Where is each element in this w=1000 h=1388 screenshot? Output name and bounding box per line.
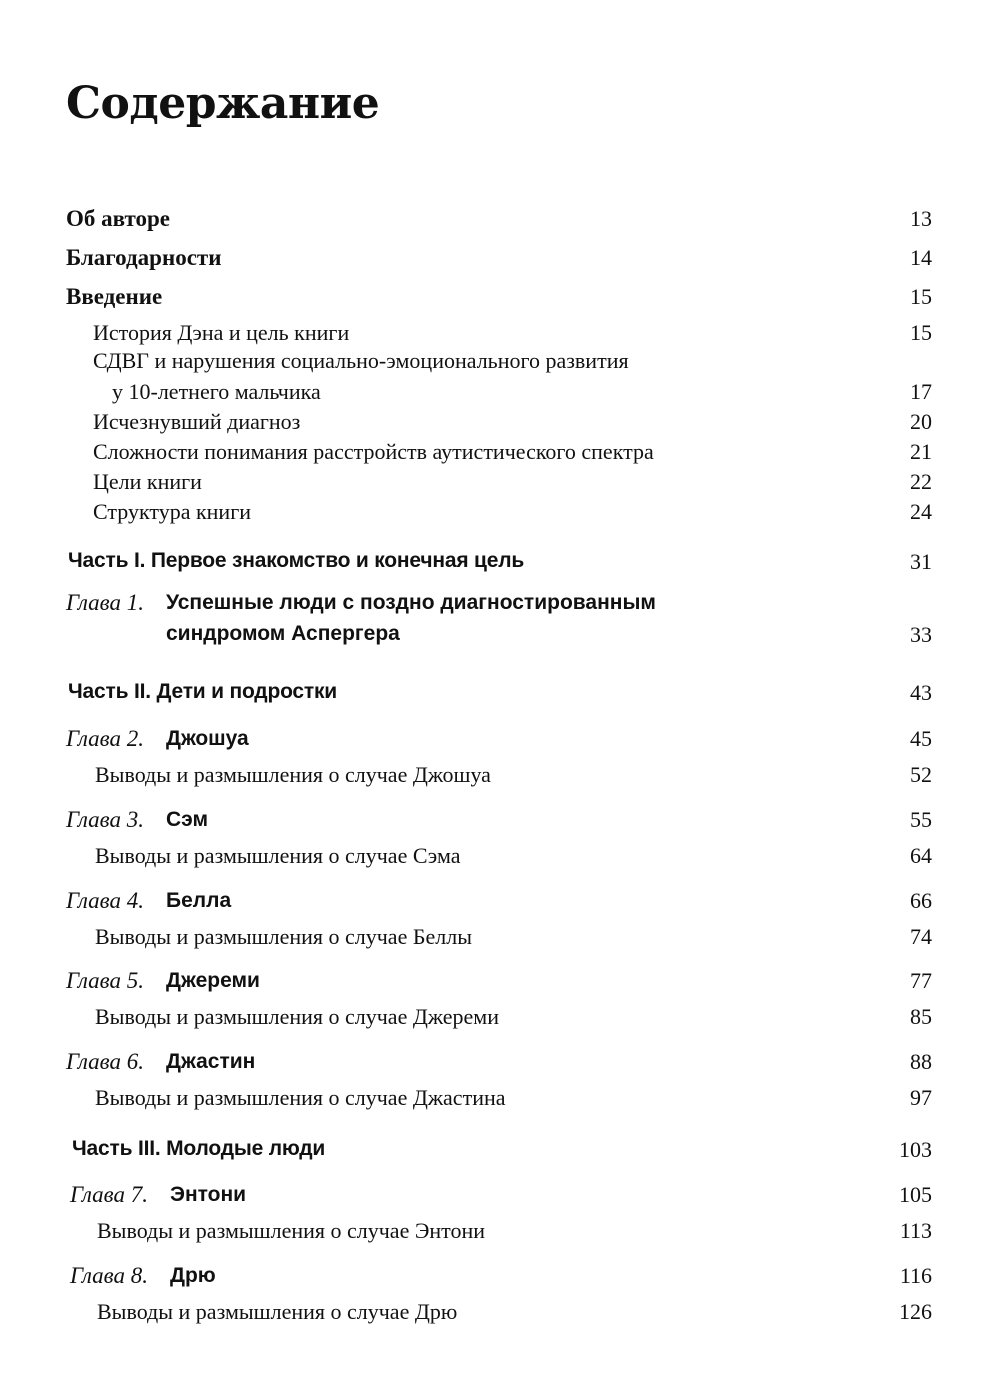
toc-page-number: 17 [910, 379, 932, 404]
chapter-title: Успешные люди с поздно диагностированным [166, 591, 656, 614]
chapter-title: Белла [166, 889, 232, 912]
toc-page-number: 103 [899, 1137, 932, 1162]
toc-page-number: 85 [910, 1004, 932, 1029]
toc-page-number: 24 [910, 499, 932, 524]
toc-entry-label-cont: у 10-летнего мальчика [112, 379, 321, 404]
toc-entry-label: Выводы и размышления о случае Джереми [95, 1004, 499, 1029]
chapter-title: Джошуа [166, 727, 249, 750]
toc-page-number: 31 [910, 549, 932, 574]
chapter-prefix: Глава 8. [70, 1263, 148, 1288]
toc-entry-label: Выводы и размышления о случае Сэма [95, 843, 461, 868]
toc-page-number: 74 [910, 924, 932, 949]
toc-page-number: 22 [910, 469, 932, 494]
toc-page-number: 52 [910, 762, 932, 787]
toc-page-number: 13 [910, 206, 932, 231]
toc-page-number: 97 [910, 1085, 932, 1110]
toc-entry-label: Об авторе [66, 206, 170, 231]
chapter-prefix: Глава 5. [66, 968, 144, 993]
page-title: Содержание [66, 78, 380, 129]
toc-page-number: 15 [910, 284, 932, 309]
toc-entry-label: Благодарности [66, 245, 222, 270]
toc-entry-label: Выводы и размышления о случае Энтони [97, 1218, 486, 1243]
toc-page-number: 116 [899, 1263, 932, 1288]
toc-entry-label: Сложности понимания расстройств аутистического спектра [93, 439, 654, 464]
toc-page-number: 20 [910, 409, 932, 434]
toc-entry-label: Цели книги [93, 469, 202, 494]
toc-entry-label: Выводы и размышления о случае Джастина [95, 1085, 506, 1110]
chapter-prefix: Глава 7. [70, 1182, 148, 1207]
toc-entry-label: Исчезнувший диагноз [93, 409, 301, 434]
toc-page-number: 113 [899, 1218, 932, 1243]
toc-entry-label: Выводы и размышления о случае Дрю [97, 1299, 458, 1324]
chapter-prefix: Глава 2. [66, 726, 144, 751]
toc-part-label: Часть II. Дети и подростки [68, 680, 337, 703]
chapter-prefix: Глава 3. [66, 807, 144, 832]
toc-entry-label: Выводы и размышления о случае Беллы [95, 924, 472, 949]
toc-page-number: 15 [910, 320, 932, 345]
chapter-title: Сэм [166, 808, 209, 831]
toc-page-number: 55 [910, 807, 932, 832]
chapter-title: Джастин [166, 1050, 256, 1073]
toc-page-number: 88 [910, 1049, 932, 1074]
toc-entry-label: История Дэна и цель книги [93, 320, 350, 345]
toc-page-number: 14 [910, 245, 932, 270]
chapter-title: Джереми [166, 969, 260, 992]
toc-page-number: 66 [910, 888, 932, 913]
toc-entry-label: Введение [66, 284, 163, 309]
toc-page-number: 64 [910, 843, 932, 868]
toc-page-number: 77 [910, 968, 932, 993]
toc-page-number: 105 [899, 1182, 932, 1207]
toc-page-number: 45 [910, 726, 932, 751]
chapter-title: Энтони [170, 1183, 247, 1206]
toc-entry-label: Выводы и размышления о случае Джошуа [95, 762, 491, 787]
chapter-title-cont: синдромом Аспергера [166, 622, 400, 645]
chapter-prefix: Глава 1. [66, 590, 144, 615]
toc-page-number: 126 [899, 1299, 932, 1324]
toc-entry-label: СДВГ и нарушения социально-эмоционального развития [93, 348, 629, 373]
toc-part-label: Часть III. Молодые люди [72, 1137, 326, 1160]
toc-page-number: 43 [910, 680, 932, 705]
toc-page-number: 33 [910, 622, 932, 647]
toc-part-label: Часть I. Первое знакомство и конечная цель [68, 549, 525, 572]
chapter-title: Дрю [170, 1264, 216, 1287]
toc-entry-label: Структура книги [93, 499, 251, 524]
toc-page-number: 21 [910, 439, 932, 464]
chapter-prefix: Глава 4. [66, 888, 144, 913]
chapter-prefix: Глава 6. [66, 1049, 144, 1074]
